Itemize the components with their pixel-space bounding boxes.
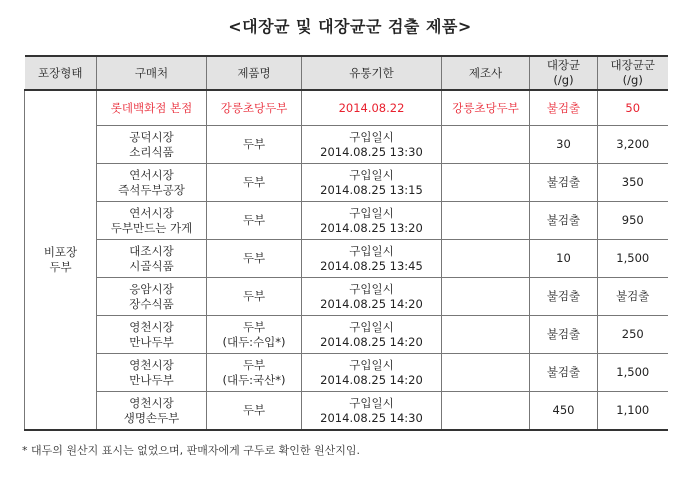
store-line: 즉석두부공장 bbox=[118, 182, 185, 197]
product-cell bbox=[207, 278, 302, 316]
store-cell bbox=[97, 240, 207, 278]
store-line: 장수식품 bbox=[129, 296, 174, 311]
date-line: 2014.08.25 13:15 bbox=[320, 182, 423, 197]
store-cell bbox=[97, 90, 207, 126]
date-cell bbox=[302, 316, 442, 354]
product-cell bbox=[207, 126, 302, 164]
date-line: 구입일시 bbox=[349, 167, 394, 182]
ecoli-value-cell: 불검출 bbox=[530, 90, 598, 126]
table-row bbox=[25, 316, 668, 354]
store-cell bbox=[97, 202, 207, 240]
date-line: 구입일시 bbox=[349, 243, 394, 258]
table-row bbox=[25, 354, 668, 392]
store-cell bbox=[97, 164, 207, 202]
coliform-value-cell: 1,500 bbox=[598, 240, 668, 278]
store-line: 두부만드는 가게 bbox=[110, 220, 193, 235]
table-header-row bbox=[25, 56, 668, 90]
store-line: 연서시장 bbox=[129, 167, 174, 182]
date-line: 2014.08.25 14:20 bbox=[320, 334, 423, 349]
coliform-value-cell: 350 bbox=[598, 164, 668, 202]
date-cell bbox=[302, 392, 442, 431]
table-row bbox=[25, 202, 668, 240]
product-line: 두부 bbox=[242, 213, 266, 227]
date-line: 구입일시 bbox=[349, 319, 394, 334]
product-cell bbox=[207, 392, 302, 431]
packaging-group-line2: 두부 bbox=[49, 260, 72, 274]
header-maker: 제조사 bbox=[442, 56, 530, 90]
maker-cell bbox=[442, 240, 530, 278]
maker-cell bbox=[442, 354, 530, 392]
date-cell bbox=[302, 126, 442, 164]
coliform-value-cell: 불검출 bbox=[598, 278, 668, 316]
store-line: 연서시장 bbox=[129, 205, 174, 220]
packaging-group-line1: 비포장 bbox=[43, 245, 78, 259]
date-line: 2014.08.25 13:20 bbox=[320, 220, 423, 235]
date-line: 구입일시 bbox=[349, 357, 394, 372]
store-line: 영천시장 bbox=[129, 357, 174, 372]
date-cell bbox=[302, 164, 442, 202]
date-line: 2014.08.25 14:20 bbox=[320, 296, 423, 311]
date-line: 구입일시 bbox=[349, 395, 394, 410]
product-line: 두부 bbox=[242, 251, 266, 265]
product-cell bbox=[207, 316, 302, 354]
ecoli-value-cell: 30 bbox=[530, 126, 598, 164]
maker-cell bbox=[442, 126, 530, 164]
product-cell bbox=[207, 202, 302, 240]
store-line: 소리식품 bbox=[129, 144, 174, 159]
store-line: 시골식품 bbox=[129, 258, 174, 273]
maker-cell bbox=[442, 164, 530, 202]
product-line: 두부 bbox=[242, 403, 266, 417]
store-line: 영천시장 bbox=[129, 395, 174, 410]
date-line: 2014.08.25 13:30 bbox=[320, 144, 423, 159]
header-store: 구매처 bbox=[97, 56, 207, 90]
store-cell bbox=[97, 278, 207, 316]
header-expiry: 유통기한 bbox=[302, 56, 442, 90]
product-line: 두부 bbox=[242, 357, 266, 372]
store-line: 만나두부 bbox=[129, 334, 174, 349]
table-row bbox=[25, 164, 668, 202]
product-line: 두부 bbox=[242, 175, 266, 189]
date-cell bbox=[302, 90, 442, 126]
ecoli-value-cell: 불검출 bbox=[530, 164, 598, 202]
store-line: 롯데백화점 본점 bbox=[110, 100, 193, 115]
packaging-group-cell bbox=[25, 90, 97, 430]
product-cell bbox=[207, 354, 302, 392]
ecoli-value-cell: 불검출 bbox=[530, 354, 598, 392]
store-line: 만나두부 bbox=[129, 372, 174, 387]
date-cell bbox=[302, 240, 442, 278]
date-cell bbox=[302, 202, 442, 240]
date-line: 2014.08.22 bbox=[338, 100, 405, 115]
table-row bbox=[25, 126, 668, 164]
header-product: 제품명 bbox=[207, 56, 302, 90]
ecoli-value-cell: 450 bbox=[530, 392, 598, 431]
table-row bbox=[25, 278, 668, 316]
maker-cell bbox=[442, 202, 530, 240]
ecoli-value-cell: 불검출 bbox=[530, 316, 598, 354]
store-line: 영천시장 bbox=[129, 319, 174, 334]
results-table bbox=[24, 55, 668, 431]
ecoli-value-cell: 불검출 bbox=[530, 278, 598, 316]
header-packaging: 포장형태 bbox=[25, 56, 97, 90]
store-line: 대조시장 bbox=[129, 243, 174, 258]
date-cell bbox=[302, 278, 442, 316]
store-cell bbox=[97, 354, 207, 392]
maker-cell bbox=[442, 316, 530, 354]
store-cell bbox=[97, 316, 207, 354]
date-line: 구입일시 bbox=[349, 281, 394, 296]
product-line: 두부 bbox=[242, 289, 266, 303]
store-cell bbox=[97, 392, 207, 431]
table-row bbox=[25, 240, 668, 278]
coliform-value-cell: 250 bbox=[598, 316, 668, 354]
coliform-value-cell: 1,500 bbox=[598, 354, 668, 392]
store-line: 응암시장 bbox=[129, 281, 174, 296]
product-line: 두부 bbox=[242, 319, 266, 334]
product-cell bbox=[207, 240, 302, 278]
table-row bbox=[25, 392, 668, 431]
store-line: 공덕시장 bbox=[129, 129, 174, 144]
date-line: 2014.08.25 13:45 bbox=[320, 258, 423, 273]
coliform-value-cell: 3,200 bbox=[598, 126, 668, 164]
header-coliform-line2: (/g) bbox=[622, 73, 643, 87]
header-ecoli-line1: 대장균 bbox=[546, 58, 581, 72]
table-body bbox=[25, 90, 668, 430]
coliform-value-cell: 1,100 bbox=[598, 392, 668, 431]
product-cell bbox=[207, 90, 302, 126]
coliform-value-cell: 950 bbox=[598, 202, 668, 240]
product-line: (대두:국산*) bbox=[222, 372, 286, 387]
date-line: 2014.08.25 14:20 bbox=[320, 372, 423, 387]
maker-cell bbox=[442, 278, 530, 316]
product-line: 강릉초당두부 bbox=[220, 100, 288, 115]
coliform-value-cell: 50 bbox=[598, 90, 668, 126]
header-ecoli bbox=[530, 56, 598, 90]
product-cell bbox=[207, 164, 302, 202]
page-title: <대장균 및 대장균군 검출 제품> bbox=[228, 17, 472, 36]
footnote: * 대두의 원산지 표시는 없었으며, 판매자에게 구두로 확인한 원산지임. bbox=[22, 444, 360, 457]
product-line: 두부 bbox=[242, 137, 266, 151]
date-line: 구입일시 bbox=[349, 129, 394, 144]
maker-cell: 강릉초당두부 bbox=[442, 90, 530, 126]
table-row bbox=[25, 90, 668, 126]
store-cell bbox=[97, 126, 207, 164]
date-line: 구입일시 bbox=[349, 205, 394, 220]
date-line: 2014.08.25 14:30 bbox=[320, 410, 423, 425]
product-line: (대두:수입*) bbox=[222, 334, 286, 349]
store-line: 생명손두부 bbox=[123, 410, 180, 425]
maker-cell bbox=[442, 392, 530, 431]
date-cell bbox=[302, 354, 442, 392]
ecoli-value-cell: 불검출 bbox=[530, 202, 598, 240]
header-coliform bbox=[598, 56, 668, 90]
ecoli-value-cell: 10 bbox=[530, 240, 598, 278]
header-coliform-line1: 대장균군 bbox=[610, 58, 655, 72]
header-ecoli-line2: (/g) bbox=[553, 73, 574, 87]
